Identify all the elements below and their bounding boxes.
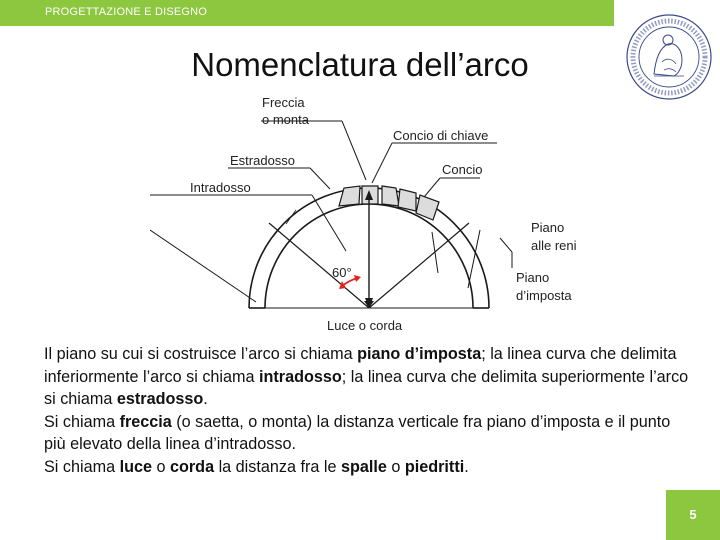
label-piano-imposta-1: Piano [516,270,550,285]
term-piedritti: piedritti [404,457,465,476]
page-title: Nomenclatura dell’arco [191,46,529,83]
term-luce: luce [119,457,152,476]
label-angolo: 60° [332,265,352,280]
body-text [44,343,694,478]
label-freccia-1: Freccia [262,95,305,110]
label-luce: Luce o corda [327,318,403,333]
section-title: PROGETTAZIONE E DISEGNO [45,6,208,18]
arch-diagram [150,88,600,338]
institution-seal [624,12,714,102]
label-concio-chiave: Concio di chiave [393,128,489,143]
label-estradosso: Estradosso [230,153,296,168]
page-number-box [666,490,720,540]
label-piano-imposta-2: d’imposta [516,288,572,303]
term-piano-imposta: piano d’imposta [357,345,482,363]
term-estradosso: estradosso [116,390,204,408]
term-intradosso: intradosso [259,367,342,386]
label-concio: Concio [442,162,483,177]
page-number: 5 [689,507,697,522]
label-intradosso: Intradosso [190,180,251,195]
paragraph-freccia: Si chiama freccia (o saetta, o monta) la distanza verticale fra piano d’imposta e il punto più elevato della linea d’intradosso. [44,412,671,453]
label-freccia-2: o monta [262,112,309,127]
header-bar [0,0,614,26]
term-freccia: freccia [119,412,172,431]
term-spalle: spalle [340,457,387,476]
label-piano-reni-1: Piano [531,220,565,235]
paragraph-impost: Il piano su cui si costruisce l’arco si chiama piano d’imposta; la linea curva che delimita inferiormente l’arco si chiama intradosso; la linea curva che delimita superiormente l’arco si chiama estradosso. [44,345,689,408]
term-corda: corda [169,457,215,476]
paragraph-luce: Si chiama luce o corda la distanza fra le spalle o piedritti. [44,457,469,476]
label-piano-reni-2: alle reni [531,238,577,253]
